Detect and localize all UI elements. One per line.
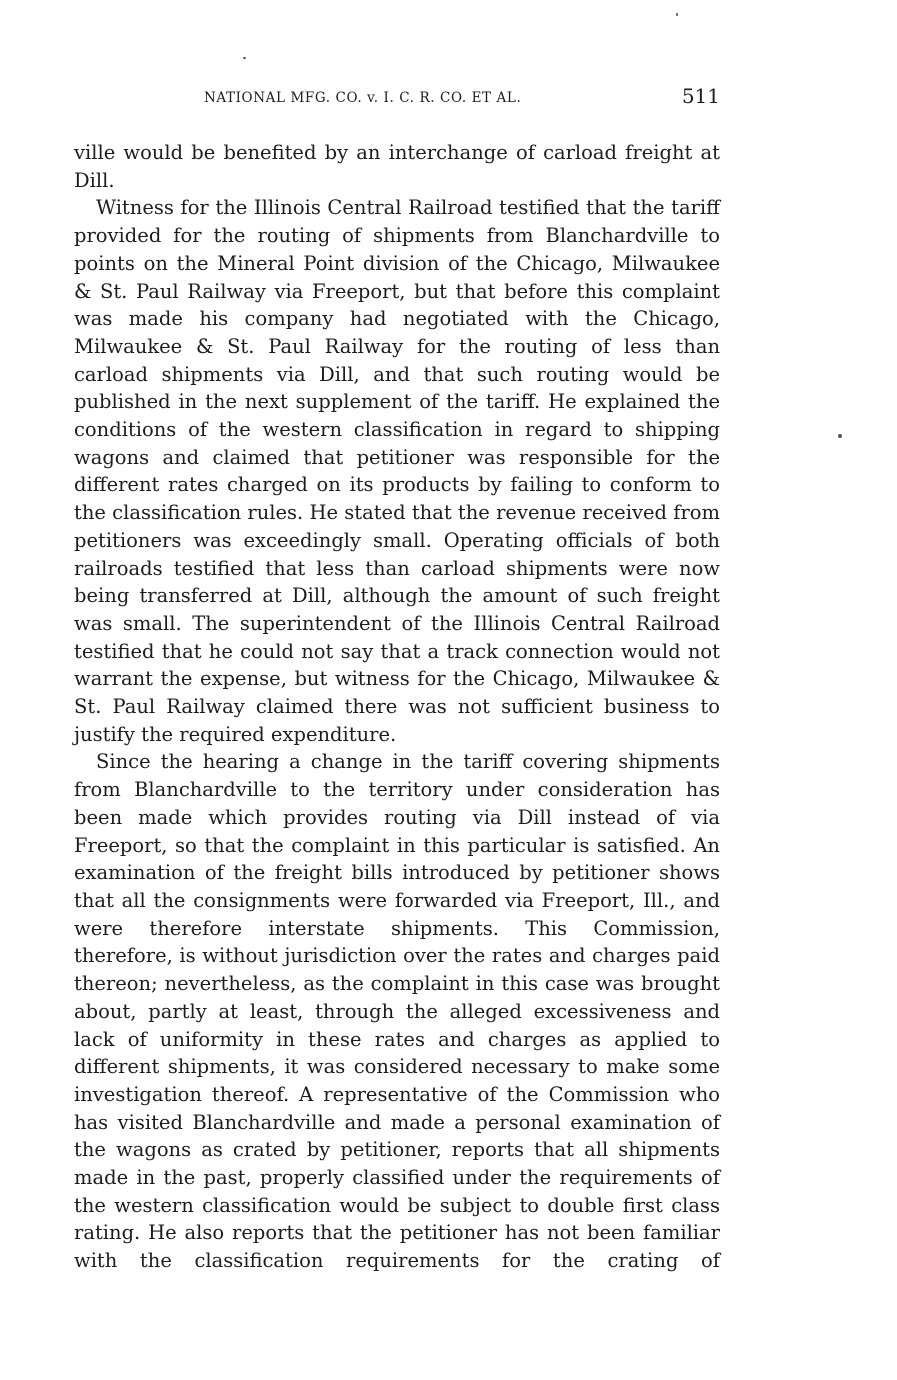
scan-speck [243, 57, 246, 59]
running-head [74, 84, 720, 112]
running-head-title: NATIONAL MFG. CO. v. I. C. R. CO. ET AL. [204, 90, 522, 106]
scan-speck [676, 13, 678, 16]
body-text [74, 139, 720, 1275]
page-number: 511 [681, 84, 720, 108]
paragraph-witness-testimony: Witness for the Illinois Central Railroad testified that the tariff provided for the routing of shipments from Blanchardville to points on the Mineral Point division of the Chicago, Milwaukee & St. Paul Railway via Freeport, but that before this complaint was made his company had negotiated with the Chicago, Milwaukee & St. Paul Railway for the routing of less than carload shipments via Dill, and that such routing would be published in the next supplement of the tariff. He explained the conditions of the western classification in regard to shipping wagons and claimed that petitioner was responsible for the different rates charged on its products by failing to conform to the classification rules. He stated that the revenue received from petitioners was exceedingly small. Operating officials of both railroads testified that less than carload shipments were now being transferred at Dill, although the amount of such freight was small. The superintendent of the Illinois Central Railroad testified that he could not say that a track connection would not warrant the expense, but witness for the Chicago, Milwaukee & St. Paul Railway claimed there was not sufficient business to justify the required expenditure. [74, 196, 720, 746]
scan-speck [838, 434, 842, 438]
paragraph-since-hearing: Since the hearing a change in the tariff covering shipments from Blanchardville to the territory under consideration has been made which provides routing via Dill instead of via Freeport, so that the complaint in this particular is satisfied. An examination of the freight bills introduced by petitioner shows that all the consignments were forwarded via Freeport, Ill., and were therefore interstate shipments. This Commission, therefore, is without jurisdiction over the rates and charges paid thereon; nevertheless, as the complaint in this case was brought about, partly at least, through the alleged excessiveness and lack of uniformity in these rates and charges as applied to different shipments, it was considered necessary to make some investigation thereof. A representative of the Commission who has visited Blanchardville and made a personal examination of the wagons as crated by petitioner, reports that all shipments made in the past, properly classified under the requirements of the western classification would be subject to double first class rating. He also reports that the petitioner has not been familiar with the classification requirements for the crating of [74, 750, 720, 1273]
paragraph-continuation: ville would be benefited by an interchange of carload freight at Dill. [74, 141, 720, 192]
